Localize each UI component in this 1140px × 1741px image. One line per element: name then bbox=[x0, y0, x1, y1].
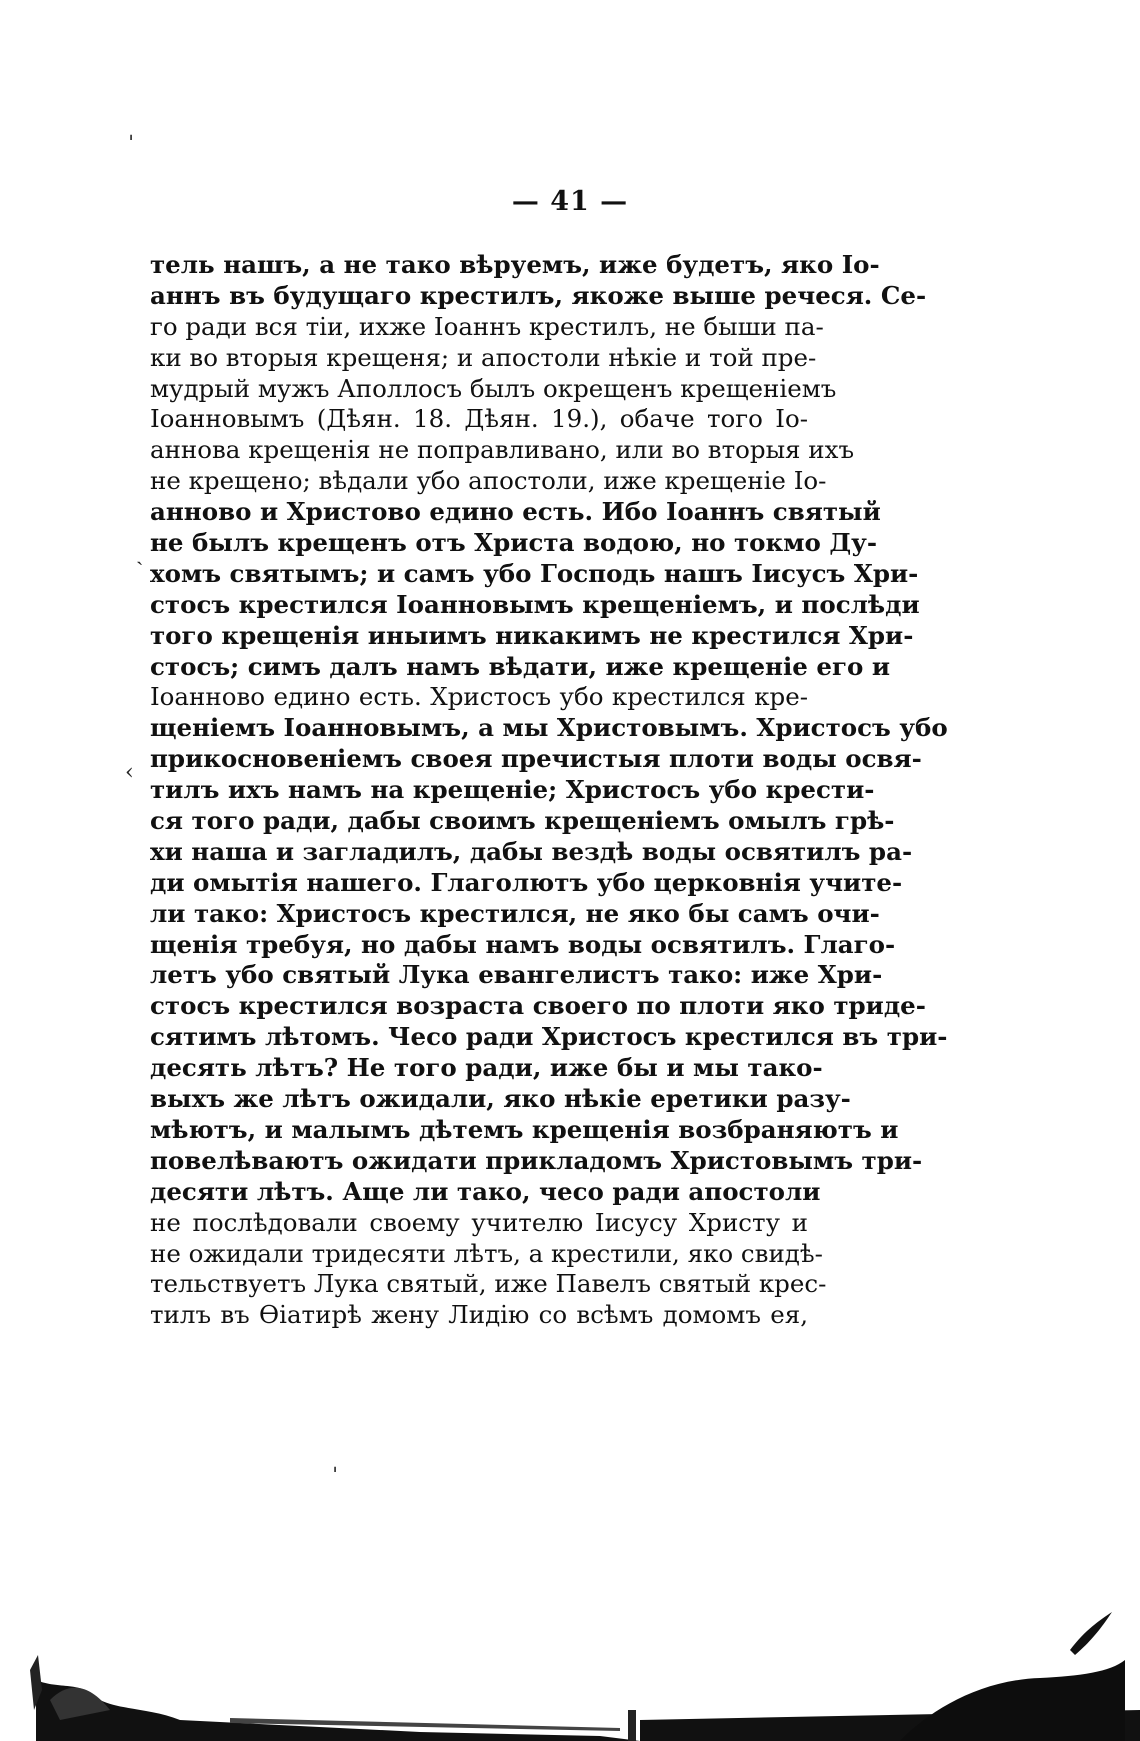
text-line: тилъ ихъ намъ на крещеніе; Христосъ убо крести- bbox=[150, 775, 875, 805]
text-line: стосъ; симъ далъ намъ вѣдати, иже крещеніе его и bbox=[150, 651, 891, 681]
body-text bbox=[150, 250, 948, 1331]
text-line: повелѣваютъ ожидати прикладомъ Христовымъ три- bbox=[150, 1145, 923, 1175]
text-line: выхъ же лѣтъ ожидали, яко нѣкіе еретики разу- bbox=[150, 1084, 851, 1114]
text-line: мѣютъ, и малымъ дѣтемъ крещенія возбраняютъ и bbox=[150, 1114, 899, 1144]
text-line: хомъ святымъ; и самъ убо Господь нашъ Іисусъ Хри- bbox=[150, 558, 919, 588]
text-line: аннъ въ будущаго крестилъ, якоже выше речеся. Се- bbox=[150, 280, 927, 310]
text-line: анново и Христово едино есть. Ибо Іоаннъ святый bbox=[150, 497, 881, 527]
text-line: аннова крещенія не поправливано, или во вторыя ихъ bbox=[150, 435, 855, 465]
text-line: сятимъ лѣтомъ. Чесо ради Христосъ крестился въ три- bbox=[150, 1022, 948, 1052]
text-line: десять лѣтъ? Не того ради, иже бы и мы тако- bbox=[150, 1053, 823, 1083]
text-line: тельствуетъ Лука святый, иже Павелъ святый крес- bbox=[150, 1269, 827, 1299]
scan-edge-artifact bbox=[0, 1560, 1140, 1741]
text-line: не крещено; вѣдали убо апостоли, иже крещеніе Іо- bbox=[150, 466, 827, 496]
text-line: щеніемъ Іоанновымъ, а мы Христовымъ. Христосъ убо bbox=[150, 713, 948, 743]
text-line: того крещенія иныимъ никакимъ не крестился Хри- bbox=[150, 620, 914, 650]
scan-speck: ‹ bbox=[125, 760, 134, 785]
text-line: щенія требуя, но дабы намъ воды освятилъ. Глаго- bbox=[150, 929, 896, 959]
text-line: хи наша и загладилъ, дабы вездѣ воды освятилъ ра- bbox=[150, 836, 913, 866]
text-line: мудрый мужъ Аполлосъ былъ окрещенъ крещеніемъ bbox=[150, 373, 837, 403]
scan-speck: ˌ bbox=[128, 118, 135, 143]
text-line: стосъ крестился возраста своего по плоти яко триде- bbox=[150, 991, 926, 1021]
scan-speck: ˈ bbox=[332, 1465, 339, 1490]
text-line: ди омытія нашего. Глаголютъ убо церковнія учите- bbox=[150, 867, 903, 897]
text-line: десяти лѣтъ. Аще ли тако, чесо ради апостоли bbox=[150, 1176, 821, 1206]
text-line: не ожидали тридесяти лѣтъ, а крестили, яко свидѣ- bbox=[150, 1238, 823, 1268]
text-line: ся того ради, дабы своимъ крещеніемъ омылъ грѣ- bbox=[150, 806, 895, 836]
text-line: стосъ крестился Іоанновымъ крещеніемъ, и послѣди bbox=[150, 589, 920, 619]
text-line: летъ убо святый Лука евангелистъ тако: иже Хри- bbox=[150, 960, 883, 990]
text-line: прикосновеніемъ своея пречистыя плоти воды освя- bbox=[150, 744, 922, 774]
text-line: Іоанновымъ (Дѣян. 18. Дѣян. 19.), обаче того Іо- bbox=[150, 404, 808, 434]
text-line: ки во вторыя крещеня; и апостоли нѣкіе и той пре- bbox=[150, 342, 817, 372]
page-number: — 41 — bbox=[511, 186, 629, 217]
text-line: Іоанново едино есть. Христосъ убо крестился кре- bbox=[150, 682, 808, 712]
text-line: не послѣдовали своему учителю Іисусу Христу и bbox=[150, 1207, 808, 1237]
text-line: не былъ крещенъ отъ Христа водою, но токмо Ду- bbox=[150, 528, 877, 558]
text-line: тилъ въ Ѳіатирѣ жену Лидію со всѣмъ домомъ ея, bbox=[150, 1300, 808, 1330]
text-line: го ради вся тіи, ихже Іоаннъ крестилъ, не быши па- bbox=[150, 311, 824, 341]
text-line: ли тако: Христосъ крестился, не яко бы самъ очи- bbox=[150, 898, 880, 928]
text-line: тель нашъ, а не тако вѣруемъ, иже будетъ, яко Іо- bbox=[150, 250, 880, 279]
scan-speck: ˏ bbox=[136, 541, 144, 566]
